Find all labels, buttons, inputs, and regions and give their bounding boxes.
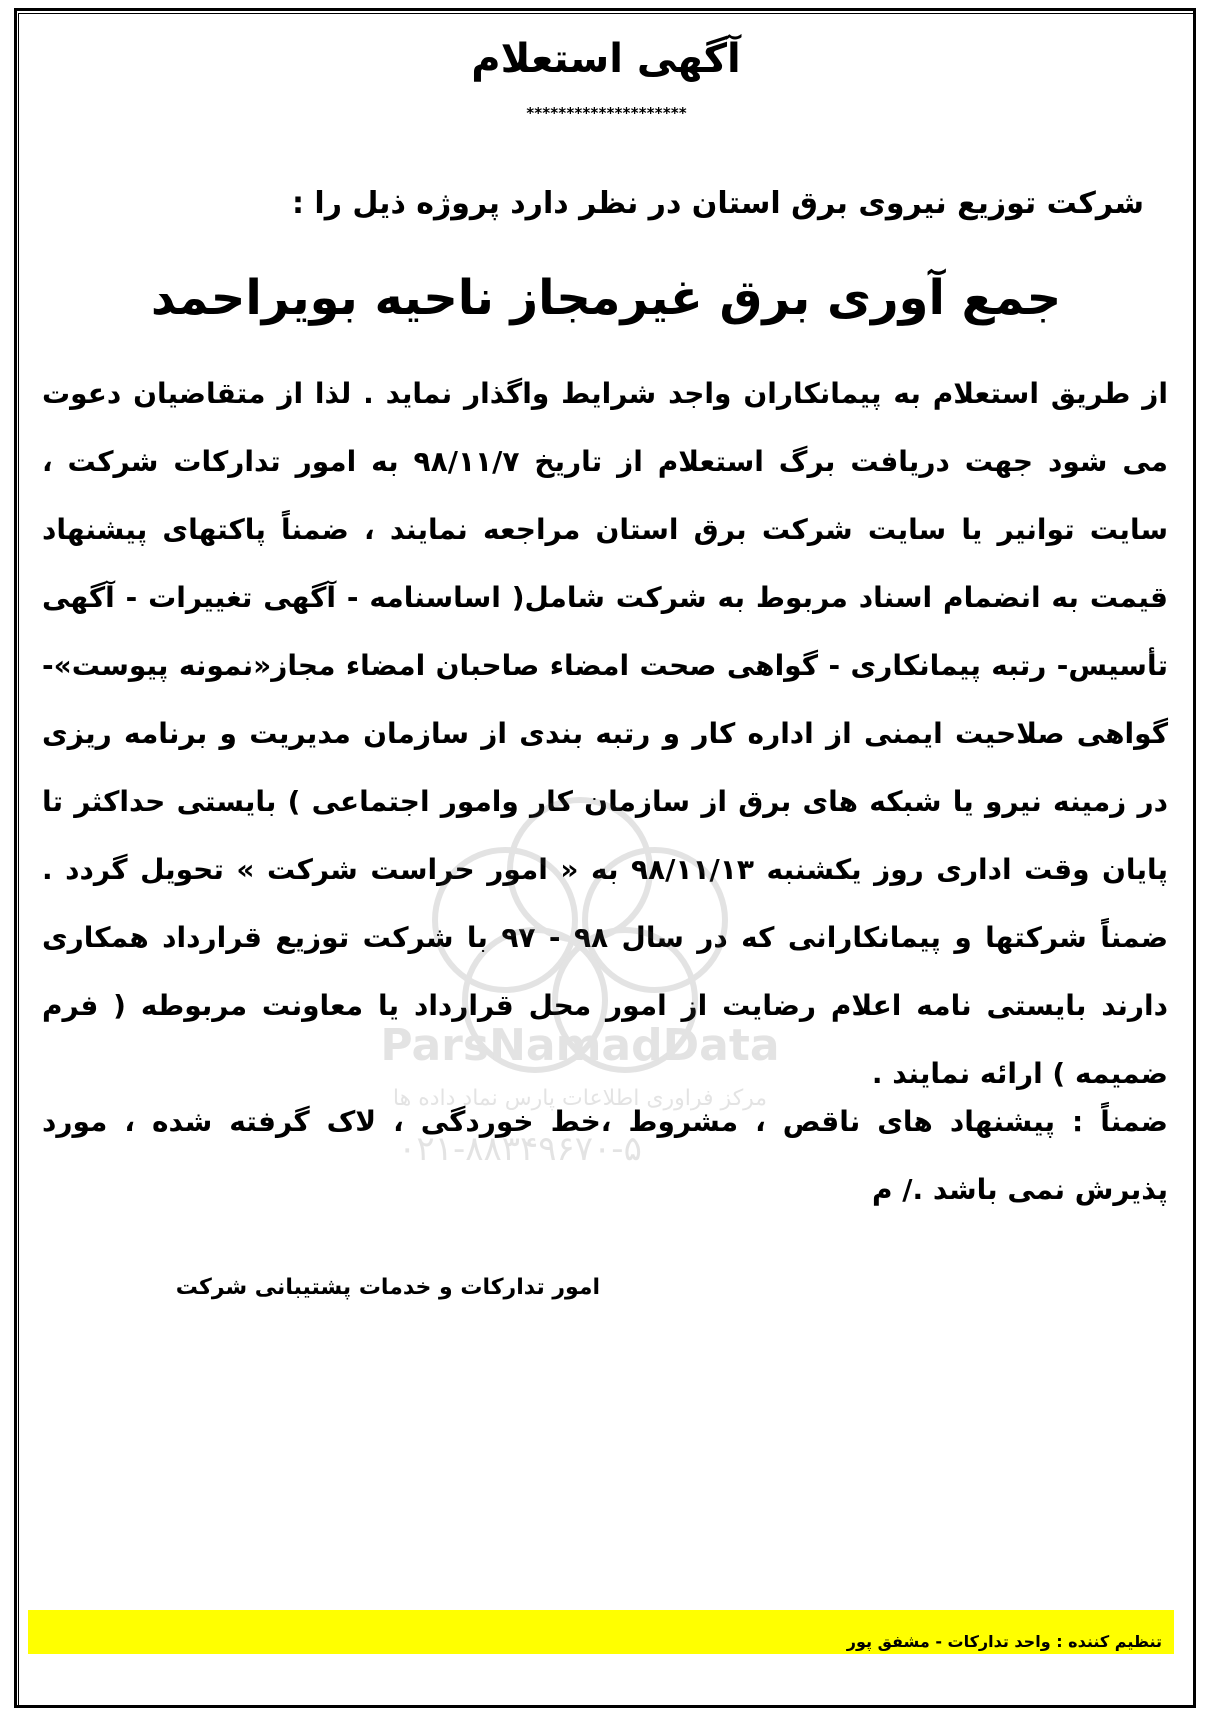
watermark-company: مرکز فراوری اطلاعات پارس نماد داده ها — [392, 1086, 768, 1111]
title-stars-divider: ******************** — [525, 104, 687, 122]
signature-text: امور تدارکات و خدمات پشتیبانی شرکت — [175, 1275, 600, 1300]
project-title: جمع آوری برق غیرمجاز ناحیه بویراحمد — [150, 270, 1062, 326]
watermark-phone: ۰۲۱-۸۸۳۴۹۶۷۰-۵ — [398, 1129, 642, 1169]
watermark-brand: ParsNamadData — [380, 1020, 780, 1071]
body-text: از طریق استعلام به پیمانکاران واجد شرایط واگذار نماید . لذا از متقاضیان دعوت می شود جهت دریافت برگ استعلام از تاریخ ۹۸/۱۱/۷ به امور تدارکات شرکت ، سایت توانیر یا سایت شرکت برق استان مراجعه نمایند ، ضمناً پاکتهای پیشنهاد قیمت به انضمام اسناد مربوط به شرکت شامل( اساسنامه - آگهی تغییرات - آگهی تأسیس- رتبه پیمانکاری - گواهی صحت امضاء صاحبان امضاء مجاز«نمونه پیوست»- گواهی صلاحیت ایمنی از اداره کار و رتبه بندی از سازمان مدیریت و برنامه ریزی در زمینه نیرو یا شبکه های برق از سازمان کار وامور اجتماعی ) بایستی حداکثر تا پایان وقت اداری روز یکشنبه ۹۸/۱۱/۱۳ به « امور حراست شرکت » تحویل گردد . ضمناً شرکتها و پیمانکارانی که در سال ۹۸ - ۹۷ با شرکت توزیع قرارداد همکاری دارند بایستی نامه اعلام رضایت از امور محل قرارداد یا معاونت مربوطه ( فرم ضمیمه ) ارائه نمایند . — [42, 377, 1168, 1090]
page-title: آگهی استعلام — [471, 36, 741, 82]
footer-text: تنظیم کننده : واحد تدارکات - مشفق پور — [846, 1632, 1162, 1651]
note-text: ضمناً : پیشنهاد های ناقص ، مشروط ،خط خوردگی ، لاک گرفته شده ، مورد پذیرش نمی باشد ./ م — [42, 1105, 1168, 1206]
footer-bar — [28, 1610, 1174, 1654]
intro-text: شرکت توزیع نیروی برق استان در نظر دارد پروژه ذیل را : — [291, 186, 1144, 221]
